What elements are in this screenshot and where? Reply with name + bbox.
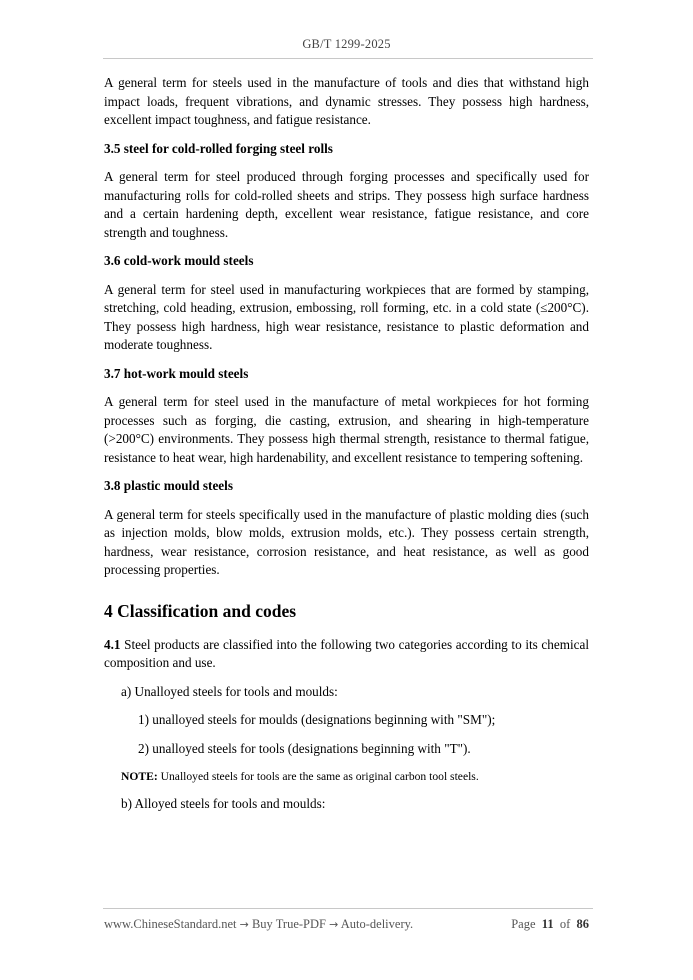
clause-text: Steel products are classified into the following two categories according to its chemical composition and use. [104, 636, 590, 670]
list-item-a-1: 1) unalloyed steels for moulds (designations beginning with "SM"); [138, 712, 496, 727]
list-item-b: b) Alloyed steels for tools and moulds: [121, 796, 326, 811]
term-definition-3-5: A general term for steel produced through forging processes and specifically used for manufacturing rolls for cold-rolled sheets and strips. They possess high surface hardness and a certain hardening depth, excellent wear resistance, fatigue resistance, and core strength and toughness. [104, 169, 589, 240]
note-label: NOTE: [121, 770, 158, 783]
page-header [0, 37, 693, 52]
term-heading-3-6: 3.6 cold-work mould steels [104, 253, 254, 268]
note [104, 768, 589, 785]
footer-promo [104, 917, 413, 932]
term-heading-3-8: 3.8 plastic mould steels [104, 478, 233, 493]
arrow-right-icon: → [239, 918, 249, 931]
of-word: of [559, 917, 571, 931]
intro-paragraph: A general term for steels used in the manufacture of tools and dies that withstand high impact loads, frequent vibrations, and dynamic stresses. They possess high hardness, excellent impact toughness, and fatigue resistance. [104, 75, 589, 127]
term-definition-3-6: A general term for steel used in manufacturing workpieces that are formed by stamping, stretching, cold heading, extrusion, embossing, roll forming, etc. in a cold state (≤200°C). They possess high hardness, high wear resistance, resistance to plastic deformation and moderate toughness. [104, 281, 589, 352]
page-word: Page [511, 917, 536, 931]
list-item-a-2: 2) unalloyed steels for tools (designations beginning with "T"). [138, 740, 471, 756]
clause-4-1 [104, 636, 589, 673]
term-heading-3-5: 3.5 steel for cold-rolled forging steel rolls [104, 140, 333, 156]
clause-number: 4.1 [104, 636, 121, 652]
list-item-a: a) Unalloyed steels for tools and moulds: [121, 683, 338, 699]
standard-code: GB/T 1299-2025 [302, 37, 391, 51]
total-pages: 86 [576, 917, 589, 931]
term-definition-3-8: A general term for steels specifically used in the manufacture of plastic molding dies (such as injection molds, blow molds, extrusion molds, etc.). They possess certain strength, hardness, wear resistance, corrosion resistance, and heat resistance, as well as good processing properties. [104, 506, 589, 577]
term-definition-3-7: A general term for steel used in the manufacture of metal workpieces for hot forming processes such as forging, die casting, extrusion, and shearing in high-temperature (>200°C) environments. They possess high thermal strength, resistance to thermal fatigue, resistance to heat wear, high hardenability, and excellent resistance to tempering softening. [104, 394, 589, 465]
note-text: Unalloyed steels for tools are the same as original carbon tool steels. [160, 770, 479, 783]
arrow-right-icon: → [329, 918, 339, 931]
page-content [104, 74, 589, 824]
section-heading: 4 Classification and codes [104, 600, 297, 621]
delivery-text: Auto-delivery. [340, 917, 414, 931]
page-indicator [511, 917, 589, 932]
footer-divider [103, 908, 593, 909]
header-divider [103, 58, 593, 59]
term-heading-3-7: 3.7 hot-work mould steels [104, 365, 249, 381]
website-link[interactable]: www.ChineseStandard.net [104, 917, 237, 931]
buy-link[interactable]: Buy True-PDF [251, 917, 326, 931]
page-number: 11 [541, 917, 554, 931]
